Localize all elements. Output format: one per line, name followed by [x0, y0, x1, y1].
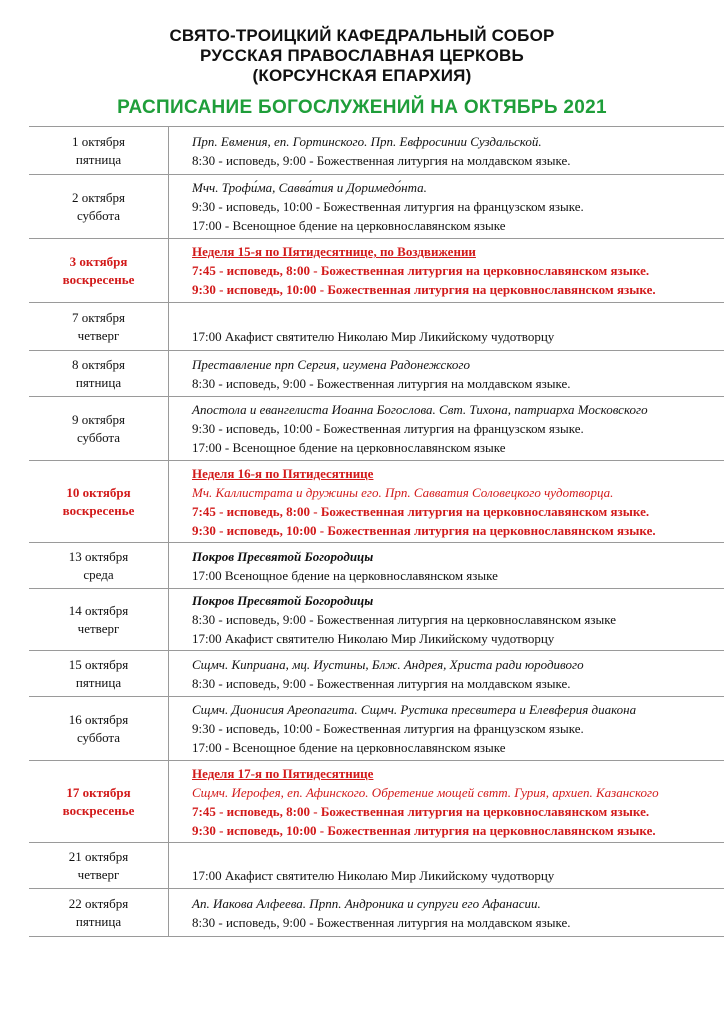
services-cell	[169, 589, 724, 651]
schedule-row	[29, 543, 724, 589]
service-line	[192, 847, 724, 866]
weekday-label: суббота	[76, 207, 121, 223]
service-line: Мчч. Трофи́ма, Савва́тия и Доримедо́нта.	[192, 180, 427, 195]
services-cell	[169, 697, 724, 761]
date-cell	[29, 303, 169, 351]
schedule-row	[29, 651, 724, 697]
services-cell	[169, 127, 724, 175]
date-label: 9 октября	[72, 411, 125, 427]
weekday-label: пятница	[75, 151, 122, 167]
service-line: Неделя 16-я по Пятидесятнице	[192, 465, 374, 481]
service-line: Неделя 17-я по Пятидесятнице	[192, 765, 374, 781]
weekday-label: четверг	[77, 866, 120, 882]
service-line: 8:30 - исповедь, 9:00 - Божественная литургия на молдавском языке.	[192, 375, 571, 391]
services-cell	[169, 303, 724, 351]
service-line: Прп. Евмения, еп. Гортинского. Прп. Евфросинии Суздальской.	[192, 133, 542, 149]
services-cell	[169, 239, 724, 303]
service-line: 9:30 - исповедь, 10:00 - Божественная литургия на церковнославянском языке.	[192, 822, 656, 838]
weekday-label: среда	[83, 566, 114, 582]
weekday-label: воскресенье	[62, 271, 135, 287]
date-cell	[29, 127, 169, 175]
service-line: 17:00 Акафист святителю Николаю Мир Ликийскому чудотворцу	[192, 328, 555, 344]
services-cell	[169, 889, 724, 937]
date-cell	[29, 397, 169, 461]
date-label: 15 октября	[68, 656, 129, 672]
service-line: 8:30 - исповедь, 9:00 - Божественная литургия на церковнославянском языке	[192, 612, 616, 627]
schedule-row	[29, 843, 724, 889]
service-line: Сщмч. Дионисия Ареопагита. Сщмч. Рустика пресвитера и Елевферия диакона	[192, 702, 637, 717]
date-label: 2 октября	[72, 189, 125, 205]
church-subtitle: РУССКАЯ ПРАВОСЛАВНАЯ ЦЕРКОВЬ	[200, 46, 524, 65]
date-cell	[29, 543, 169, 589]
schedule-row	[29, 697, 724, 761]
service-line: Мч. Каллистрата и дружины его. Прп. Савватия Соловецкого чудотворца.	[192, 484, 614, 500]
date-label: 1 октября	[72, 133, 125, 149]
schedule-row	[29, 589, 724, 651]
weekday-label: пятница	[75, 674, 122, 690]
date-label: 16 октября	[68, 711, 129, 727]
schedule-row	[29, 175, 724, 239]
date-cell	[29, 461, 169, 543]
service-line: 8:30 - исповедь, 9:00 - Божественная литургия на молдавском языке.	[192, 152, 571, 168]
service-line: Сщмч. Иерофея, еп. Афинского. Обретение мощей свтт. Гурия, архиеп. Казанского	[192, 784, 659, 800]
date-label: 7 октября	[72, 309, 125, 325]
schedule-row	[29, 239, 724, 303]
service-line: 8:30 - исповедь, 9:00 - Божественная литургия на молдавском языке.	[192, 675, 571, 691]
weekday-label: суббота	[76, 429, 121, 445]
date-label: 8 октября	[72, 356, 125, 372]
service-line: 17:00 - Всенощное бдение на церковнославянском языке	[192, 440, 506, 455]
date-cell	[29, 651, 169, 697]
services-cell	[169, 761, 724, 843]
date-cell	[29, 889, 169, 937]
service-line: 17:00 - Всенощное бдение на церковнославянском языке	[192, 740, 506, 755]
date-label: 10 октября	[66, 484, 131, 500]
service-line: 17:00 - Всенощное бдение на церковнославянском языке	[192, 218, 506, 233]
service-line: 9:30 - исповедь, 10:00 - Божественная литургия на церковнославянском языке.	[192, 282, 656, 297]
schedule-row	[29, 351, 724, 397]
service-line: 17:00 Акафист святителю Николаю Мир Ликийскому чудотворцу	[192, 867, 555, 883]
date-cell	[29, 239, 169, 303]
date-label: 22 октября	[68, 895, 129, 911]
service-line: 17:00 Акафист святителю Николаю Мир Ликийскому чудотворцу	[192, 631, 555, 646]
service-line: Апостола и евангелиста Иоанна Богослова. Свт. Тихона, патриарха Московского	[192, 402, 648, 417]
service-line: 7:45 - исповедь, 8:00 - Божественная литургия на церковнославянском языке.	[192, 803, 650, 819]
schedule-row	[29, 303, 724, 351]
weekday-label: пятница	[75, 913, 122, 929]
services-cell	[169, 651, 724, 697]
services-cell	[169, 461, 724, 543]
date-cell	[29, 697, 169, 761]
weekday-label: воскресенье	[62, 502, 135, 518]
date-label: 21 октября	[68, 848, 129, 864]
church-title: СВЯТО-ТРОИЦКИЙ КАФЕДРАЛЬНЫЙ СОБОР	[169, 26, 555, 45]
weekday-label: воскресенье	[62, 802, 135, 818]
service-line: 9:30 - исповедь, 10:00 - Божественная литургия на французском языке.	[192, 721, 584, 736]
date-cell	[29, 761, 169, 843]
service-line: 17:00 Всенощное бдение на церковнославянском языке	[192, 567, 498, 583]
weekday-label: четверг	[77, 620, 120, 636]
date-label: 14 октября	[68, 602, 129, 618]
service-line: Покров Пресвятой Богородицы	[192, 593, 374, 608]
service-line: 7:45 - исповедь, 8:00 - Божественная литургия на церковнославянском языке.	[192, 503, 650, 519]
schedule-row	[29, 127, 724, 175]
date-cell	[29, 351, 169, 397]
service-line: 9:30 - исповедь, 10:00 - Божественная литургия на французском языке.	[192, 421, 584, 436]
service-line: 8:30 - исповедь, 9:00 - Божественная литургия на молдавском языке.	[192, 914, 571, 930]
date-cell	[29, 175, 169, 239]
services-cell	[169, 843, 724, 889]
diocese-name: (КОРСУНСКАЯ ЕПАРХИЯ)	[252, 66, 472, 85]
date-label: 17 октября	[66, 784, 131, 800]
schedule-title: РАСПИСАНИЕ БОГОСЛУЖЕНИЙ НА ОКТЯБРЬ 2021	[117, 97, 607, 118]
service-line: Покров Пресвятой Богородицы	[192, 548, 374, 564]
services-cell	[169, 351, 724, 397]
service-line: 9:30 - исповедь, 10:00 - Божественная литургия на французском языке.	[192, 199, 584, 214]
date-cell	[29, 843, 169, 889]
weekday-label: суббота	[76, 729, 121, 745]
services-cell	[169, 543, 724, 589]
date-cell	[29, 589, 169, 651]
schedule-row	[29, 461, 724, 543]
service-line: 7:45 - исповедь, 8:00 - Божественная литургия на церковнославянском языке.	[192, 263, 650, 278]
service-line	[192, 308, 724, 327]
service-line: Преставление прп Сергия, игумена Радонежского	[192, 356, 470, 372]
schedule-row	[29, 761, 724, 843]
date-label: 13 октября	[68, 548, 129, 564]
services-cell	[169, 175, 724, 239]
services-cell	[169, 397, 724, 461]
schedule-row	[29, 889, 724, 937]
schedule-table	[29, 126, 724, 937]
service-line: 9:30 - исповедь, 10:00 - Божественная литургия на церковнославянском языке.	[192, 522, 656, 538]
schedule-body	[29, 127, 724, 937]
weekday-label: пятница	[75, 374, 122, 390]
schedule-row	[29, 397, 724, 461]
service-line: Неделя 15-я по Пятидесятнице, по Воздвижении	[192, 244, 476, 259]
service-line: Ап. Иакова Алфеева. Прпп. Андроника и супруги его Афанасии.	[192, 895, 541, 911]
date-label: 3 октября	[69, 253, 128, 269]
weekday-label: четверг	[77, 327, 120, 343]
service-line: Сщмч. Киприана, мц. Иустины, Блж. Андрея, Христа ради юродивого	[192, 656, 584, 672]
